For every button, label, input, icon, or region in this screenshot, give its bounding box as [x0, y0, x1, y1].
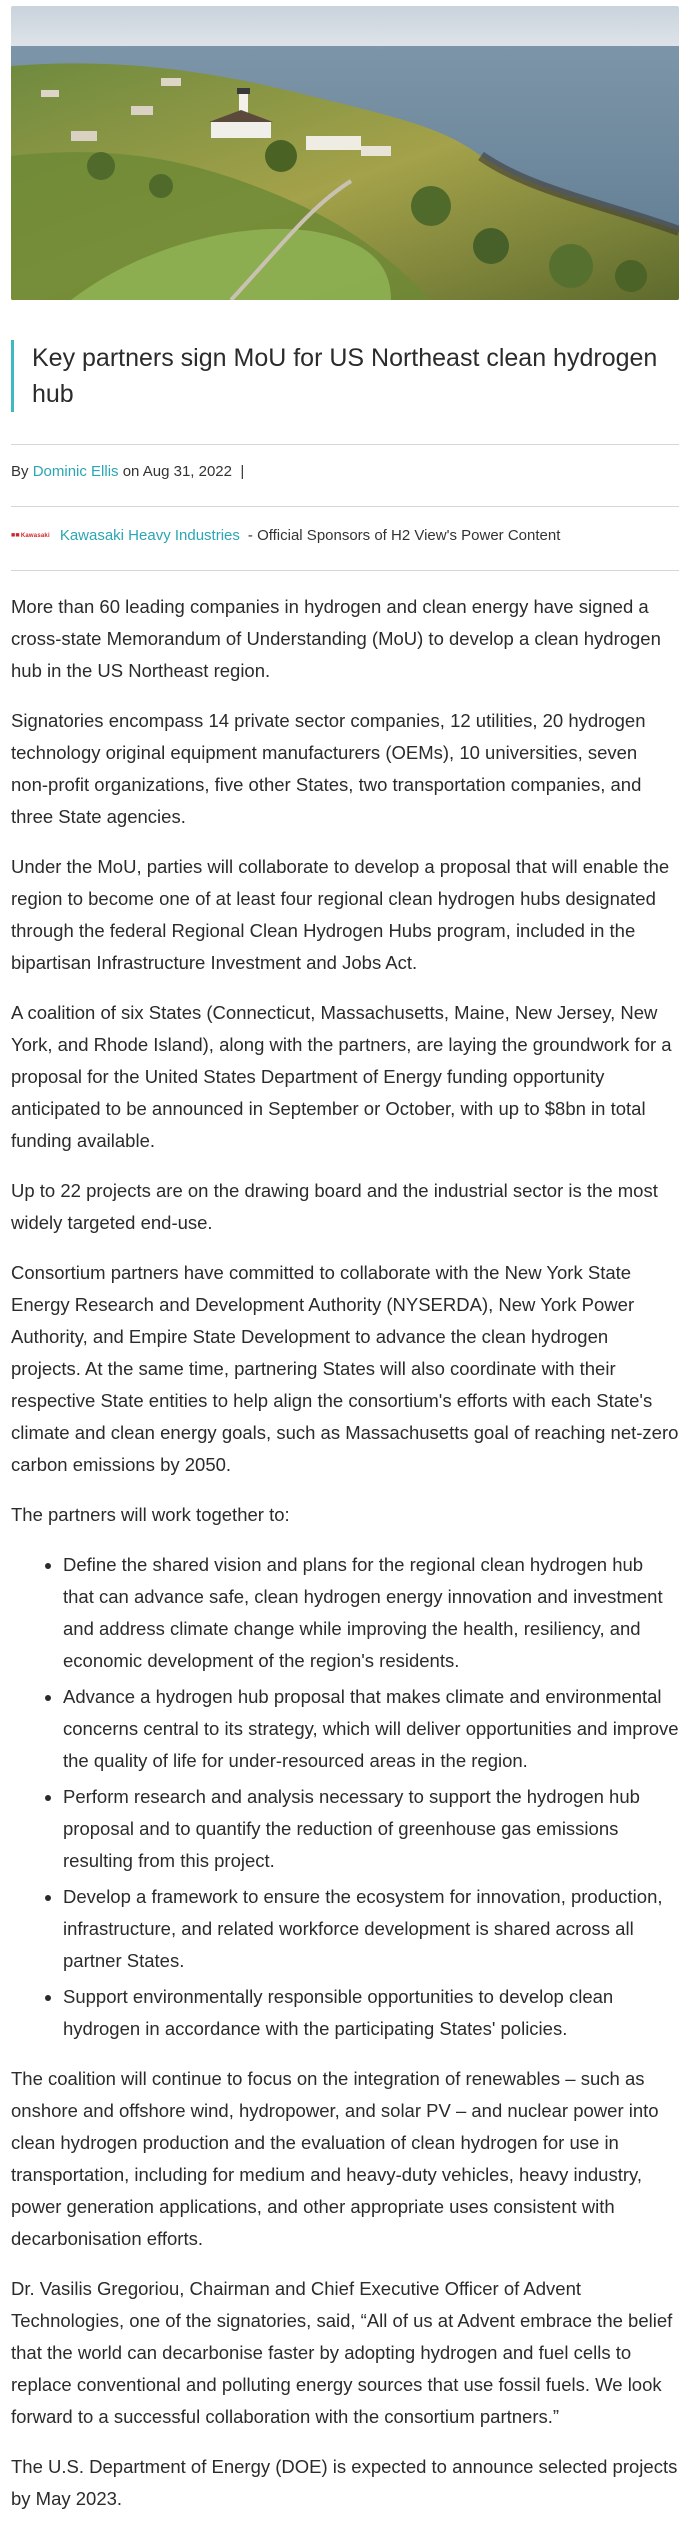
sponsor-link[interactable]: Kawasaki Heavy Industries: [59, 527, 240, 544]
sponsor-bar: [11, 527, 560, 544]
article-body: [11, 591, 679, 2533]
byline-prefix: By: [11, 463, 29, 480]
list-item: • Perform research and analysis necessary to support the hydrogen hub proposal and to quantify the reduction of greenhouse gas emissions resulting from this project.: [63, 1781, 679, 1877]
divider: [11, 506, 679, 507]
list-item: • Advance a hydrogen hub proposal that makes climate and environmental concerns central to its strategy, which will deliver opportunities and improve the quality of life for under-resourced areas in the region.: [63, 1681, 679, 1777]
kawasaki-logo-text: Kawasaki: [20, 532, 50, 539]
paragraph: Dr. Vasilis Gregoriou, Chairman and Chief Executive Officer of Advent Technologies, one of the signatories, said, “All of us at Advent embrace the belief that the world can decarbonise faster by adopting hydrogen and fuel cells to replace conventional and polluting energy sources that use fossil fuels. We look forward to a successful collaboration with the consortium partners.”: [11, 2278, 673, 2427]
paragraph: Signatories encompass 14 private sector companies, 12 utilities, 20 hydrogen technology original equipment manufacturers (OEMs), 10 universities, seven non-profit organizations, five other States, two transportation companies, and three State agencies.: [11, 710, 646, 827]
article-title: Key partners sign MoU for US Northeast clean hydrogen hub: [32, 344, 658, 408]
kawasaki-logo-mark-icon: ■■: [11, 532, 20, 539]
list-item: • Support environmentally responsible opportunities to develop clean hydrogen in accordance with the participating States' policies.: [63, 1981, 679, 2045]
author-link[interactable]: Dominic Ellis: [32, 463, 119, 480]
byline-separator: |: [240, 463, 245, 480]
coastal-lighthouse-illustration: [11, 6, 679, 300]
kawasaki-logo[interactable]: [11, 532, 50, 539]
divider: [11, 444, 679, 445]
article-title-block: [11, 340, 672, 412]
list-item: • Define the shared vision and plans for the regional clean hydrogen hub that can advance safe, clean hydrogen energy innovation and investment and address climate change while improving the health, resiliency, and economic development of the region's residents.: [63, 1549, 679, 1677]
paragraph: A coalition of six States (Connecticut, Massachusetts, Maine, New Jersey, New York, and Rhode Island), along with the partners, are laying the groundwork for a proposal for the United States Department of Energy funding opportunity anticipated to be announced in September or October, with up to $8bn in total funding available.: [11, 1002, 672, 1151]
byline: [11, 463, 244, 480]
publish-date: Aug 31, 2022: [142, 463, 232, 480]
date-prefix: on: [122, 463, 140, 480]
paragraph: Up to 22 projects are on the drawing board and the industrial sector is the most widely targeted end-use.: [11, 1180, 658, 1233]
list-item: • Develop a framework to ensure the ecosystem for innovation, production, infrastructure, and related workforce development is shared across all partner States.: [63, 1881, 679, 1977]
sponsor-suffix: - Official Sponsors of H2 View's Power Content: [247, 527, 561, 544]
goals-list: [11, 1549, 679, 2045]
paragraph: Consortium partners have committed to collaborate with the New York State Energy Research and Development Authority (NYSERDA), New York Power Authority, and Empire State Development to advance the clean hydrogen projects. At the same time, partnering States will also coordinate with their respective State entities to help align the consortium's efforts with each State's climate and clean energy goals, such as Massachusetts goal of reaching net-zero carbon emissions by 2050.: [11, 1262, 679, 1475]
paragraph: The U.S. Department of Energy (DOE) is expected to announce selected projects by May 2023.: [11, 2456, 678, 2509]
paragraph: More than 60 leading companies in hydrogen and clean energy have signed a cross-state Memorandum of Understanding (MoU) to develop a clean hydrogen hub in the US Northeast region.: [11, 596, 661, 681]
paragraph: The partners will work together to:: [11, 1504, 290, 1525]
paragraph: Under the MoU, parties will collaborate to develop a proposal that will enable the region to become one of at least four regional clean hydrogen hubs designated through the federal Regional Clean Hydrogen Hubs program, included in the bipartisan Infrastructure Investment and Jobs Act.: [11, 856, 670, 973]
hero-image: [11, 6, 679, 300]
divider: [11, 570, 679, 571]
paragraph: The coalition will continue to focus on the integration of renewables – such as onshore and offshore wind, hydropower, and solar PV – and nuclear power into clean hydrogen production and the evaluation of clean hydrogen for use in transportation, including for medium and heavy-duty vehicles, heavy industry, power generation applications, and other appropriate uses consistent with decarbonisation efforts.: [11, 2068, 659, 2249]
